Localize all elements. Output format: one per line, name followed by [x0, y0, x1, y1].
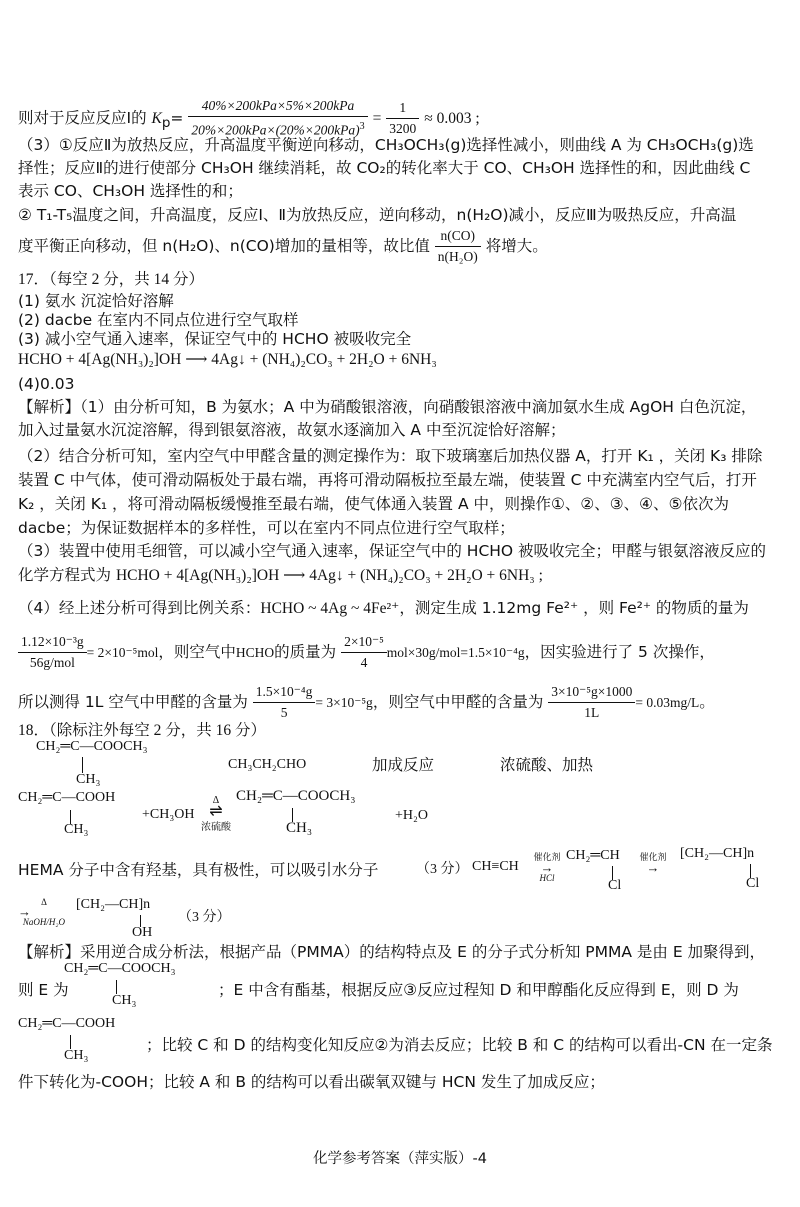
- ratio-fraction: [435, 226, 481, 267]
- arrow-right-icon: →: [646, 860, 660, 875]
- reaction-methanol: +CH₃OH: [142, 807, 195, 822]
- ratio-num: n(CO): [435, 226, 481, 247]
- arrow-right-icon: →: [540, 860, 554, 875]
- arrow-right-icon: →: [18, 904, 31, 919]
- frac-final-den: 1L: [584, 705, 600, 720]
- structure-e-expl-bond: [116, 980, 117, 994]
- structure-e-expl-top: CH₂═C—COOCH₃: [64, 961, 176, 976]
- frac-per-liter: [253, 682, 316, 723]
- frac-hcho-result: mol×30g/mol=1.5×10⁻⁴g: [386, 645, 525, 660]
- q17-expl-10d: ，因实验进行了 5 次操作，: [524, 643, 715, 661]
- q17-expl-8a: 化学方程式为: [18, 566, 116, 584]
- pvc: [680, 846, 760, 891]
- q17-expl-8: [18, 565, 543, 586]
- q17-expl-1: 【解析】（1）由分析可知，B 为氨水；A 中为硝酸银溶液，向硝酸银溶液中滴加氨水生成 AgOH 白色沉淀，: [18, 398, 757, 416]
- q18-answer-cond: 浓硫酸、加热: [500, 756, 594, 774]
- q16-3-l5b: 将增大。: [485, 237, 548, 255]
- frac-final: [548, 682, 635, 723]
- reversible-arrow-icon: ⇌: [209, 803, 223, 820]
- kp-den-text: 20%×200kPa×(20%×200kPa): [191, 122, 360, 138]
- q18-points-2: （3 分）: [178, 910, 231, 925]
- frac-hcho-num: 2×10⁻⁵: [341, 632, 387, 653]
- arrow-3-top: Δ: [41, 897, 47, 907]
- q17-answer-4: (4)0.03: [18, 375, 75, 393]
- page-footer: 化学参考答案（萍实版）-4: [313, 1151, 487, 1167]
- structure-e-top: CH₂═C—COOCH₃: [36, 739, 148, 754]
- frac-fe-result: = 2×10⁻⁵mol: [86, 645, 159, 660]
- hema-explanation: HEMA 分子中含有羟基，具有极性，可以吸引水分子: [18, 861, 379, 879]
- reaction-water: +H₂O: [395, 808, 428, 823]
- frac-per-liter-result: = 3×10⁻⁵g: [315, 695, 373, 710]
- q18-expl-2b: ；E 中含有酯基，根据反应③反应过程知 D 和甲醇酯化反应得到 E，则 D 为: [218, 981, 739, 999]
- reaction-acid-top: CH₂═C—COOH: [18, 790, 116, 805]
- q17-equation: [18, 350, 437, 370]
- frac-fe-den: 56g/mol: [29, 655, 75, 670]
- q16-3-line5: [18, 226, 548, 267]
- structure-d-expl-top: CH₂═C—COOH: [18, 1016, 116, 1031]
- q17-expl-10c: 的质量为: [274, 643, 337, 661]
- structure-d-expl-bond: [70, 1035, 71, 1049]
- q17-expl-8-eq: HCHO + 4[Ag(NH₃)₂]OH ⟶ 4Ag↓ + (NH₄)₂CO₃ + 2H₂O + 6NH₃ ;: [115, 567, 543, 584]
- structure-e-sub: CH₃: [76, 772, 101, 787]
- frac-per-liter-num: 1.5×10⁻⁴g: [253, 682, 316, 703]
- q18-header: 18．（除标注外每空 2 分，共 16 分）: [18, 722, 267, 739]
- q17-expl-9c: ，测定生成 1.12mg Fe²⁺ ，则 Fe²⁺ 的物质的量为: [399, 599, 749, 617]
- q17-expl-9a: （4）经上述分析可得到比例关系：: [18, 599, 261, 617]
- q16-3-line4: ② T₁-T₅温度之间，升高温度，反应Ⅰ、Ⅱ为放热反应，逆向移动，n(H₂O)减小，反应Ⅲ为吸热反应，升高温: [18, 206, 737, 224]
- frac-hcho-den: 4: [360, 655, 368, 670]
- kp-numerator: 40%×200kPa×5%×200kPa: [188, 96, 367, 117]
- reaction-conditions: [201, 795, 231, 833]
- kp-eq2: =: [372, 109, 382, 127]
- kp-symbol: K: [151, 109, 162, 127]
- q17-answer-3: (3) 减小空气通入速率，保证空气中的 HCHO 被吸收完全: [18, 330, 412, 348]
- structure-d-expl: [18, 1016, 116, 1063]
- arrow-2-top: 催化剂: [639, 852, 667, 862]
- q17-expl-10a: ，则空气中: [158, 643, 236, 661]
- structure-e-expl-sub: CH₃: [112, 993, 137, 1008]
- structure-d-expl-sub: CH₃: [64, 1048, 89, 1063]
- vinyl-chloride-sub: Cl: [608, 878, 622, 893]
- q18-expl-2a: 则 E 为: [18, 981, 69, 999]
- kp-n2: 1: [386, 98, 419, 119]
- q17-expl-11c: 。: [699, 693, 715, 711]
- q16-3-line1: （3）①反应Ⅱ为放热反应，升高温度平衡逆向移动，CH₃OCH₃(g)选择性减小，则曲线 A 为 CH₃OCH₃(g)选: [18, 136, 754, 154]
- arrow-1: [530, 850, 564, 883]
- q18-points-1: （3 分）: [416, 862, 469, 877]
- pva: [76, 897, 153, 940]
- structure-e-answer: [36, 739, 148, 787]
- reaction-ester: [236, 788, 356, 836]
- reaction-ester-top: CH₂═C—COOCH₃: [236, 788, 356, 804]
- frac-final-result: = 0.03mg/L: [635, 695, 700, 710]
- q16-3-line3: 表示 CO、CH₃OH 选择性的和；: [18, 182, 243, 200]
- reaction-acid-sub: CH₃: [64, 822, 89, 837]
- arrow-3: [18, 897, 70, 927]
- reaction-cond-bot: 浓硫酸: [201, 822, 231, 833]
- reaction-cond-top: Δ: [212, 795, 220, 806]
- kp-fraction: [188, 96, 367, 141]
- q17-hcho: HCHO: [235, 645, 275, 660]
- vinyl-chloride-top: CH₂═CH: [566, 848, 620, 863]
- q17-expl-5: K₂ ，关闭 K₁ ，将可滑动隔板缓慢推至最右端，使气体通入装置 A 中，则操作①、②、③、④、⑤依次为: [18, 495, 729, 513]
- q17-equation-text: HCHO + 4[Ag(NH₃)₂]OH ⟶ 4Ag↓ + (NH₄)₂CO₃ + 2H₂O + 6NH₃: [18, 351, 437, 368]
- ratio-den: n(H₂O): [437, 249, 478, 264]
- pva-sub: OH: [132, 925, 153, 940]
- kp-d2: 3200: [389, 120, 417, 136]
- q17-expl-11: [18, 682, 715, 723]
- q17-answer-2: (2) dacbe 在室内不同点位进行空气取样: [18, 311, 299, 329]
- q17-expl-3: （2）结合分析可知，室内空气中甲醛含量的测定操作为：取下玻璃塞后加热仪器 A，打开 K₁ ，关闭 K₃ 排除: [18, 447, 763, 465]
- kp-eq: =: [170, 108, 184, 127]
- vinyl-chloride: [566, 848, 622, 893]
- acetylene: CH≡CH: [472, 859, 519, 874]
- structure-e-expl: [64, 961, 176, 1008]
- kp-line: [18, 96, 480, 141]
- reaction-acid: [18, 790, 116, 837]
- q17-expl-11b: ，则空气中甲醛的含量为: [372, 693, 544, 711]
- reaction-ester-sub: CH₃: [286, 820, 313, 836]
- kp-den-exp: 3: [359, 121, 365, 132]
- q18-expl-4: 件下转化为-COOH；比较 A 和 B 的结构可以看出碳氧双键与 HCN 发生了加成反应；: [18, 1073, 605, 1091]
- propanal: CH₃CH₂CHO: [228, 757, 307, 772]
- frac-hcho-mass: [341, 632, 387, 673]
- q17-expl-10: [18, 632, 715, 673]
- q18-answer-type: 加成反应: [372, 756, 435, 774]
- q17-expl-6: dacbe；为保证数据样本的多样性，可以在室内不同点位进行空气取样；: [18, 519, 515, 537]
- q17-ratio: HCHO ~ 4Ag ~ 4Fe²⁺: [260, 600, 400, 617]
- kp-fraction-2: [386, 98, 419, 139]
- frac-fe-num: 1.12×10⁻³g: [18, 632, 87, 653]
- pvc-sub: Cl: [746, 876, 760, 891]
- pva-top: [CH₂—CH]n: [76, 897, 151, 912]
- q17-expl-9: [18, 598, 749, 619]
- q18-expl-1: 【解析】采用逆合成分析法，根据产品（PMMA）的结构特点及 E 的分子式分析知 PMMA 是由 E 加聚得到，: [18, 943, 766, 961]
- arrow-2: [638, 850, 668, 873]
- structure-e-bond: [82, 757, 83, 773]
- q17-expl-4: 装置 C 中气体，使可滑动隔板处于最右端，再将可滑动隔板拉至最左端，使装置 C 中充满室内空气后，打开: [18, 471, 757, 489]
- frac-per-liter-den: 5: [280, 705, 288, 720]
- kp-approx: ≈ 0.003 ;: [424, 109, 480, 127]
- q17-answer-1: (1) 氨水 沉淀恰好溶解: [18, 292, 174, 310]
- q18-expl-3: ；比较 C 和 D 的结构变化知反应②为消去反应；比较 B 和 C 的结构可以看出-CN 在一定条: [146, 1036, 773, 1054]
- frac-fe-moles: [18, 632, 87, 673]
- kp-sub: p: [161, 114, 171, 131]
- q17-expl-2: 加入过量氨水沉淀溶解，得到银氨溶液，故氨水逐滴加入 A 中至沉淀恰好溶解；: [18, 421, 566, 439]
- kp-prefix: 则对于反应反应Ⅰ的: [18, 108, 152, 127]
- pvc-top: [CH₂—CH]n: [680, 846, 755, 861]
- arrow-1-bot: HCl: [539, 873, 555, 883]
- arrow-3-bot: NaOH/H₂O: [22, 917, 66, 927]
- arrow-1-top: 催化剂: [533, 852, 561, 862]
- frac-final-num: 3×10⁻⁵g×1000: [548, 682, 635, 703]
- q17-header: 17．（每空 2 分，共 14 分）: [18, 271, 205, 288]
- q16-3-l5a: 度平衡正向移动，但 n(H₂O)、n(CO)增加的量相等，故比值: [18, 237, 430, 255]
- q17-expl-7: （3）装置中使用毛细管，可以减小空气通入速率，保证空气中的 HCHO 被吸收完全；甲醛与银氨溶液反应的: [18, 542, 767, 560]
- q16-3-line2: 择性；反应Ⅱ的进行使部分 CH₃OH 继续消耗，故 CO₂的转化率大于 CO、CH₃OH 选择性的和，因此曲线 C: [18, 159, 751, 177]
- q17-expl-11a: 所以测得 1L 空气中甲醛的含量为: [18, 693, 248, 711]
